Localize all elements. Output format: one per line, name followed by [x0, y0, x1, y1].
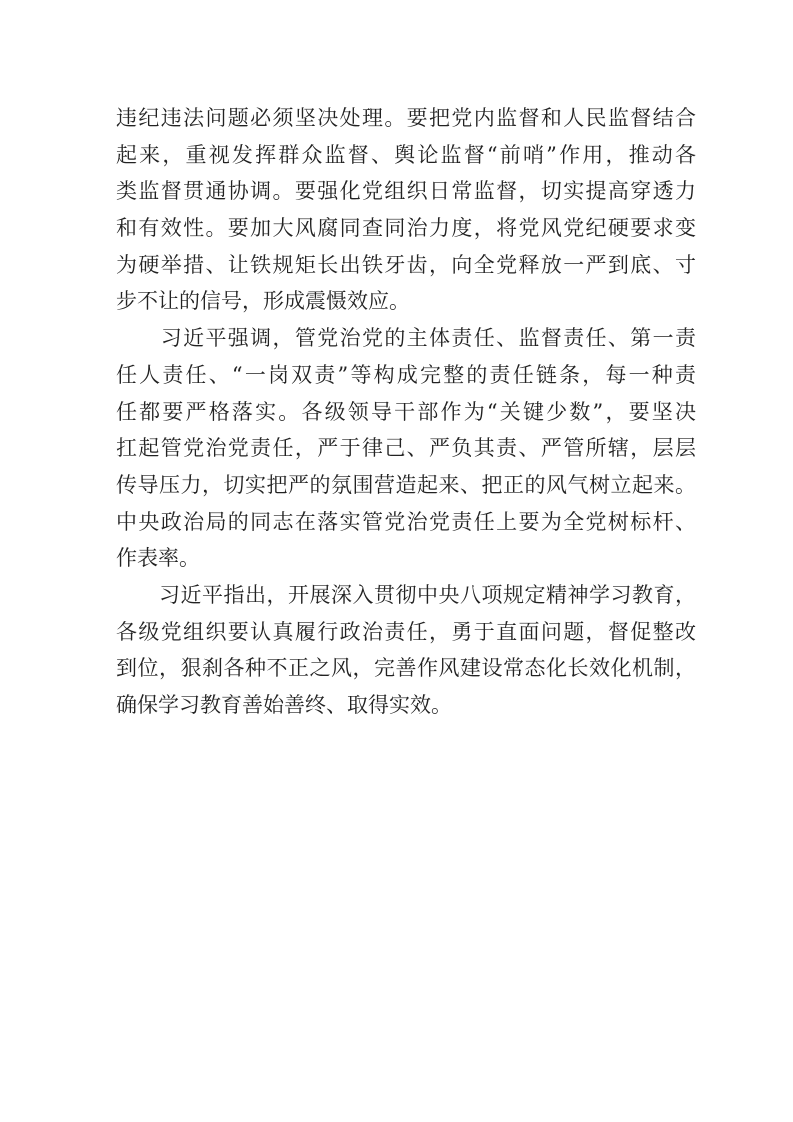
text-line: 确保学习教育善始善终、取得实效。	[116, 693, 452, 717]
text-line: 扛起管党治党责任，严于律己、严负其责、严管所辖，层层	[116, 436, 696, 461]
text-line: 类监督贯通协调。要强化党组织日常监督，切实提高穿透力	[116, 179, 696, 204]
text-line: 任都要严格落实。各级领导干部作为“关键少数”，要坚决	[116, 399, 696, 424]
text-line: 作表率。	[116, 546, 200, 571]
text-line: 到位，狠刹各种不正之风，完善作风建设常态化长效化机制，	[116, 656, 696, 681]
text-line: 任人责任、“一岗双责”等构成完整的责任链条，每一种责	[116, 362, 696, 387]
text-line: 习近平强调，管党治党的主体责任、监督责任、第一责	[116, 326, 696, 351]
paragraph-1	[116, 100, 696, 320]
paragraph-3	[116, 577, 696, 724]
document-body	[116, 100, 696, 724]
text-line: 和有效性。要加大风腐同查同治力度，将党风党纪硬要求变	[116, 216, 696, 241]
paragraph-2	[116, 320, 696, 577]
text-line: 步不让的信号，形成震慑效应。	[116, 289, 410, 314]
text-line: 违纪违法问题必须坚决处理。要把党内监督和人民监督结合	[116, 106, 696, 130]
text-line: 为硬举措、让铁规矩长出铁牙齿，向全党释放一严到底、寸	[116, 252, 696, 277]
text-line: 传导压力，切实把严的氛围营造起来、把正的风气树立起来。	[116, 472, 696, 497]
text-line: 中央政治局的同志在落实管党治党责任上要为全党树标杆、	[116, 509, 696, 534]
text-line: 各级党组织要认真履行政治责任，勇于直面问题，督促整改	[116, 619, 696, 644]
text-line: 习近平指出，开展深入贯彻中央八项规定精神学习教育，	[116, 582, 696, 607]
text-line: 起来，重视发挥群众监督、舆论监督“前哨”作用，推动各	[116, 142, 696, 167]
